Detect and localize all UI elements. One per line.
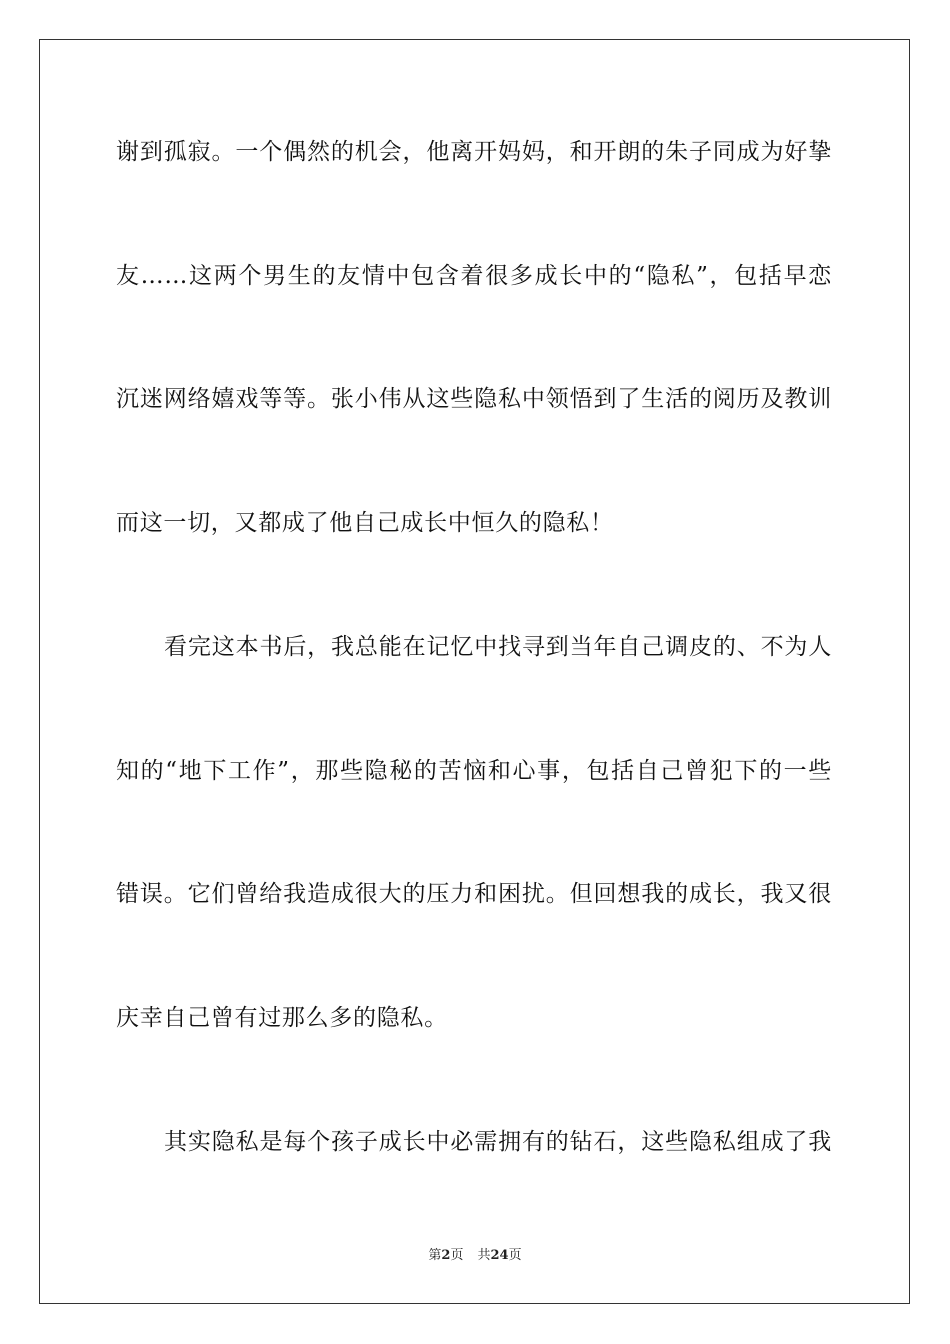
body-line-8: 庆幸自己曾有过那么多的隐私。 xyxy=(116,1005,448,1031)
body-line-6: 知的“地下工作”，那些隐秘的苦恼和心事，包括自己曾犯下的一些 xyxy=(116,758,832,784)
footer-page-suffix: 页 xyxy=(450,1248,464,1263)
body-line-5: 看完这本书后，我总能在记忆中找寻到当年自己调皮的、不为人 xyxy=(164,634,832,660)
footer-page-prefix: 第 xyxy=(428,1248,442,1263)
body-line-3: 沉迷网络嬉戏等等。张小伟从这些隐私中领悟到了生活的阅历及教训 xyxy=(116,386,832,412)
body-line-2: 友……这两个男生的友情中包含着很多成长中的“隐私”，包括早恋 xyxy=(116,263,832,289)
body-line-1: 谢到孤寂。一个偶然的机会，他离开妈妈，和开朗的朱子同成为好挚 xyxy=(116,139,832,165)
footer-total-prefix: 共 xyxy=(477,1248,491,1263)
body-line-9: 其实隐私是每个孩子成长中必需拥有的钻石，这些隐私组成了我 xyxy=(164,1129,832,1155)
page-border xyxy=(39,39,910,1304)
footer-total-suffix: 页 xyxy=(508,1248,522,1263)
page-footer xyxy=(0,1247,950,1265)
body-line-4: 而这一切，又都成了他自己成长中恒久的隐私！ xyxy=(116,510,614,536)
footer-total-pages: 24 xyxy=(490,1248,509,1263)
footer-page-number: 2 xyxy=(441,1248,451,1263)
body-line-7: 错误。它们曾给我造成很大的压力和困扰。但回想我的成长，我又很 xyxy=(116,881,832,907)
